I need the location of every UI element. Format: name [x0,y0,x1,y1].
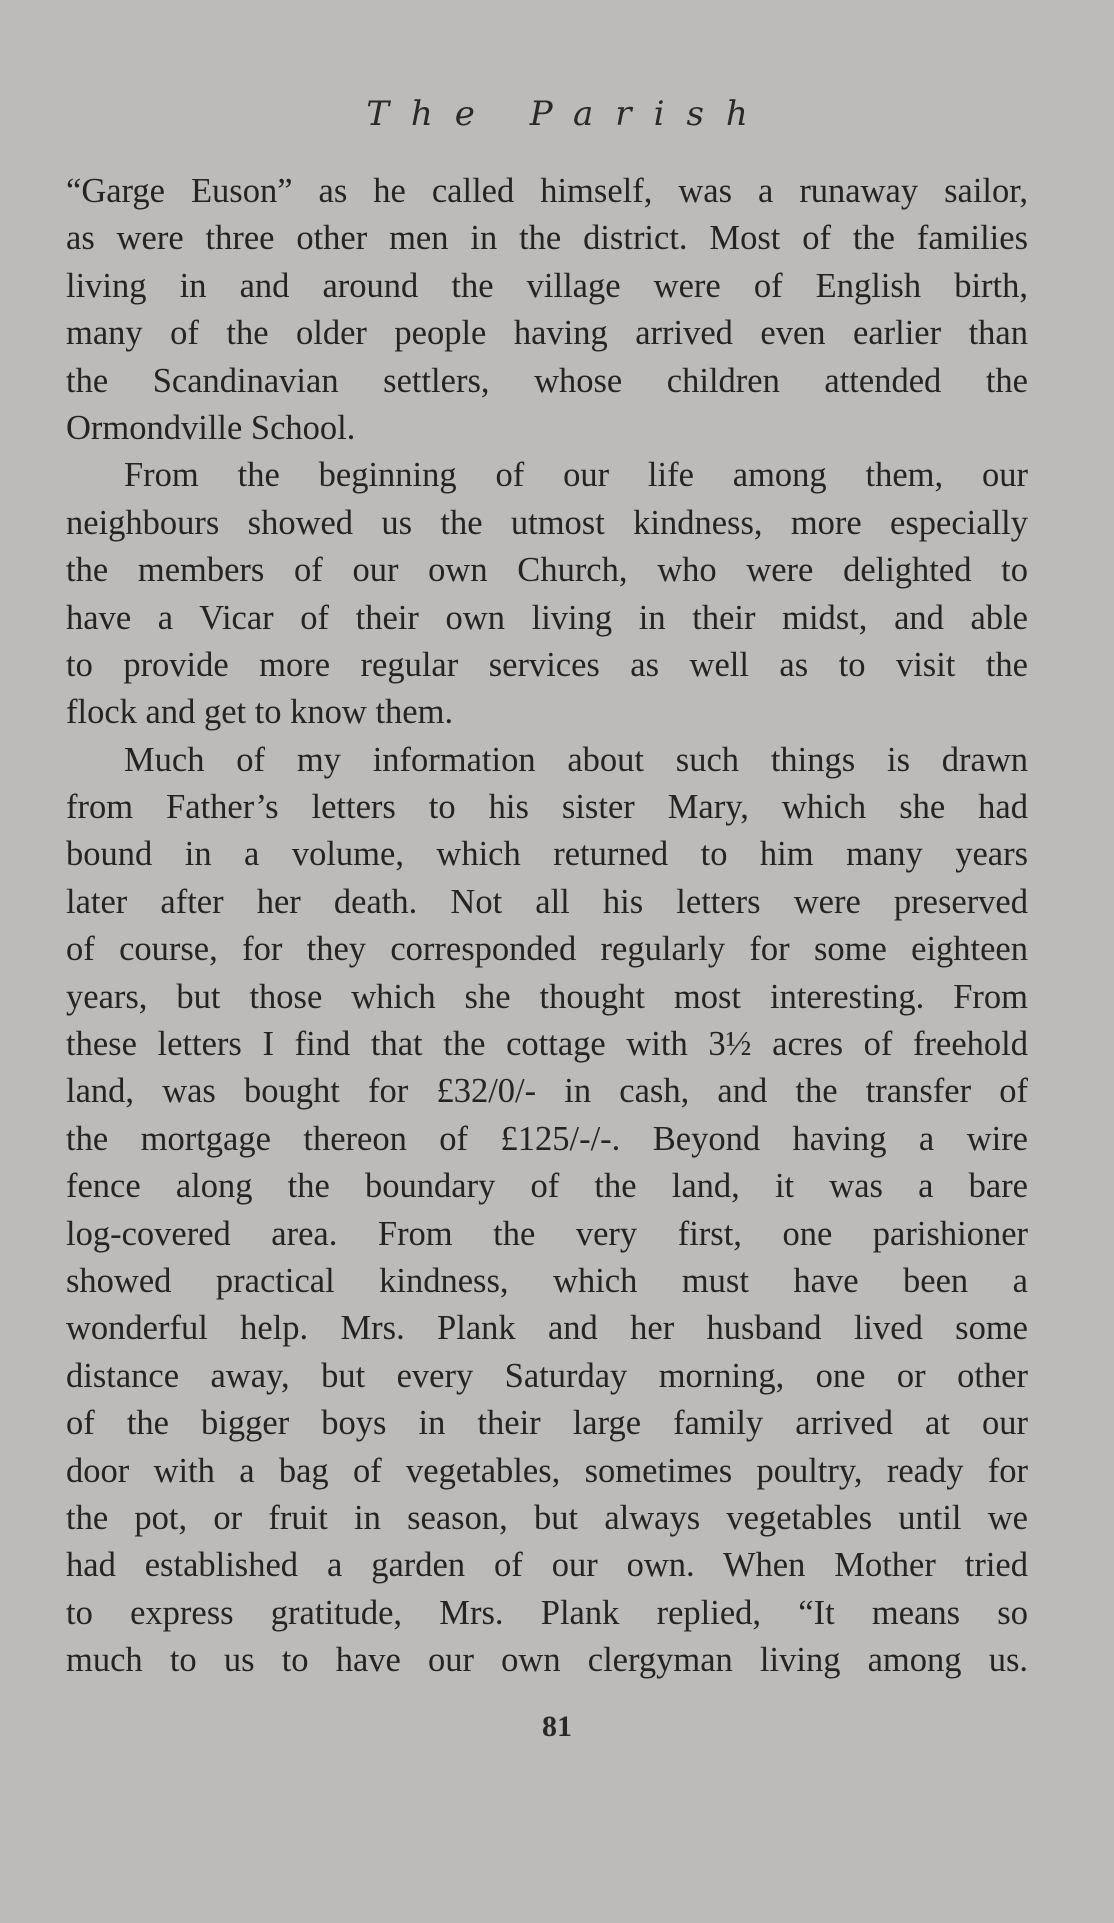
text-line: bound in a volume, which returned to him many years [66,835,1028,874]
text-line: Much of my information about such things is drawn [124,740,1028,779]
text-line: showed practical kindness, which must have been a [66,1261,1028,1300]
text-line: to express gratitude, Mrs. Plank replied, “It means so [66,1593,1028,1632]
running-head: The Parish [366,94,770,134]
text-line: the mortgage thereon of £125/-/-. Beyond having a wire [66,1119,1028,1158]
text-line: from Father’s letters to his sister Mary, which she had [66,788,1028,827]
text-line: the members of our own Church, who were delighted to [66,551,1028,590]
body-text [66,168,1028,1685]
text-line: fence along the boundary of the land, it was a bare [66,1167,1028,1206]
text-line: later after her death. Not all his letters were preserved [66,882,1028,921]
text-line: door with a bag of vegetables, sometimes poultry, ready for [66,1451,1028,1490]
text-line: Ormondville School. [66,408,356,447]
text-line: of the bigger boys in their large family arrived at our [66,1404,1028,1443]
text-line: neighbours showed us the utmost kindness, more especially [66,503,1028,542]
text-line: land, was bought for £32/0/- in cash, and the transfer of [66,1072,1028,1111]
text-line: to provide more regular services as well as to visit the [66,645,1028,684]
text-line: living in and around the village were of English birth, [66,266,1028,305]
text-line: these letters I find that the cottage with 3½ acres of freehold [66,1025,1028,1064]
text-line: as were three other men in the district. Most of the families [66,219,1028,258]
paragraph-1 [66,168,1028,452]
text-line: years, but those which she thought most interesting. From [66,977,1028,1016]
text-line: log-covered area. From the very first, one parishioner [66,1214,1028,1253]
text-line: flock and get to know them. [66,693,454,732]
text-line: the Scandinavian settlers, whose children attended the [66,361,1028,400]
paragraph-3 [66,737,1028,1685]
page-number: 81 [542,1710,572,1743]
text-line: of course, for they corresponded regularly for some eighteen [66,930,1028,969]
text-line: the pot, or fruit in season, but always vegetables until we [66,1498,1028,1537]
text-line: have a Vicar of their own living in their midst, and able [66,598,1028,637]
paragraph-2 [66,452,1028,736]
text-line: wonderful help. Mrs. Plank and her husband lived some [66,1309,1028,1348]
text-line: “Garge Euson” as he called himself, was a runaway sailor, [66,172,1028,210]
text-line: distance away, but every Saturday morning, one or other [66,1356,1028,1395]
text-line: much to us to have our own clergyman living among us. [66,1641,1028,1680]
text-line: had established a garden of our own. When Mother tried [66,1546,1028,1585]
text-line: From the beginning of our life among them, our [124,456,1028,495]
text-line: many of the older people having arrived even earlier than [66,314,1028,353]
